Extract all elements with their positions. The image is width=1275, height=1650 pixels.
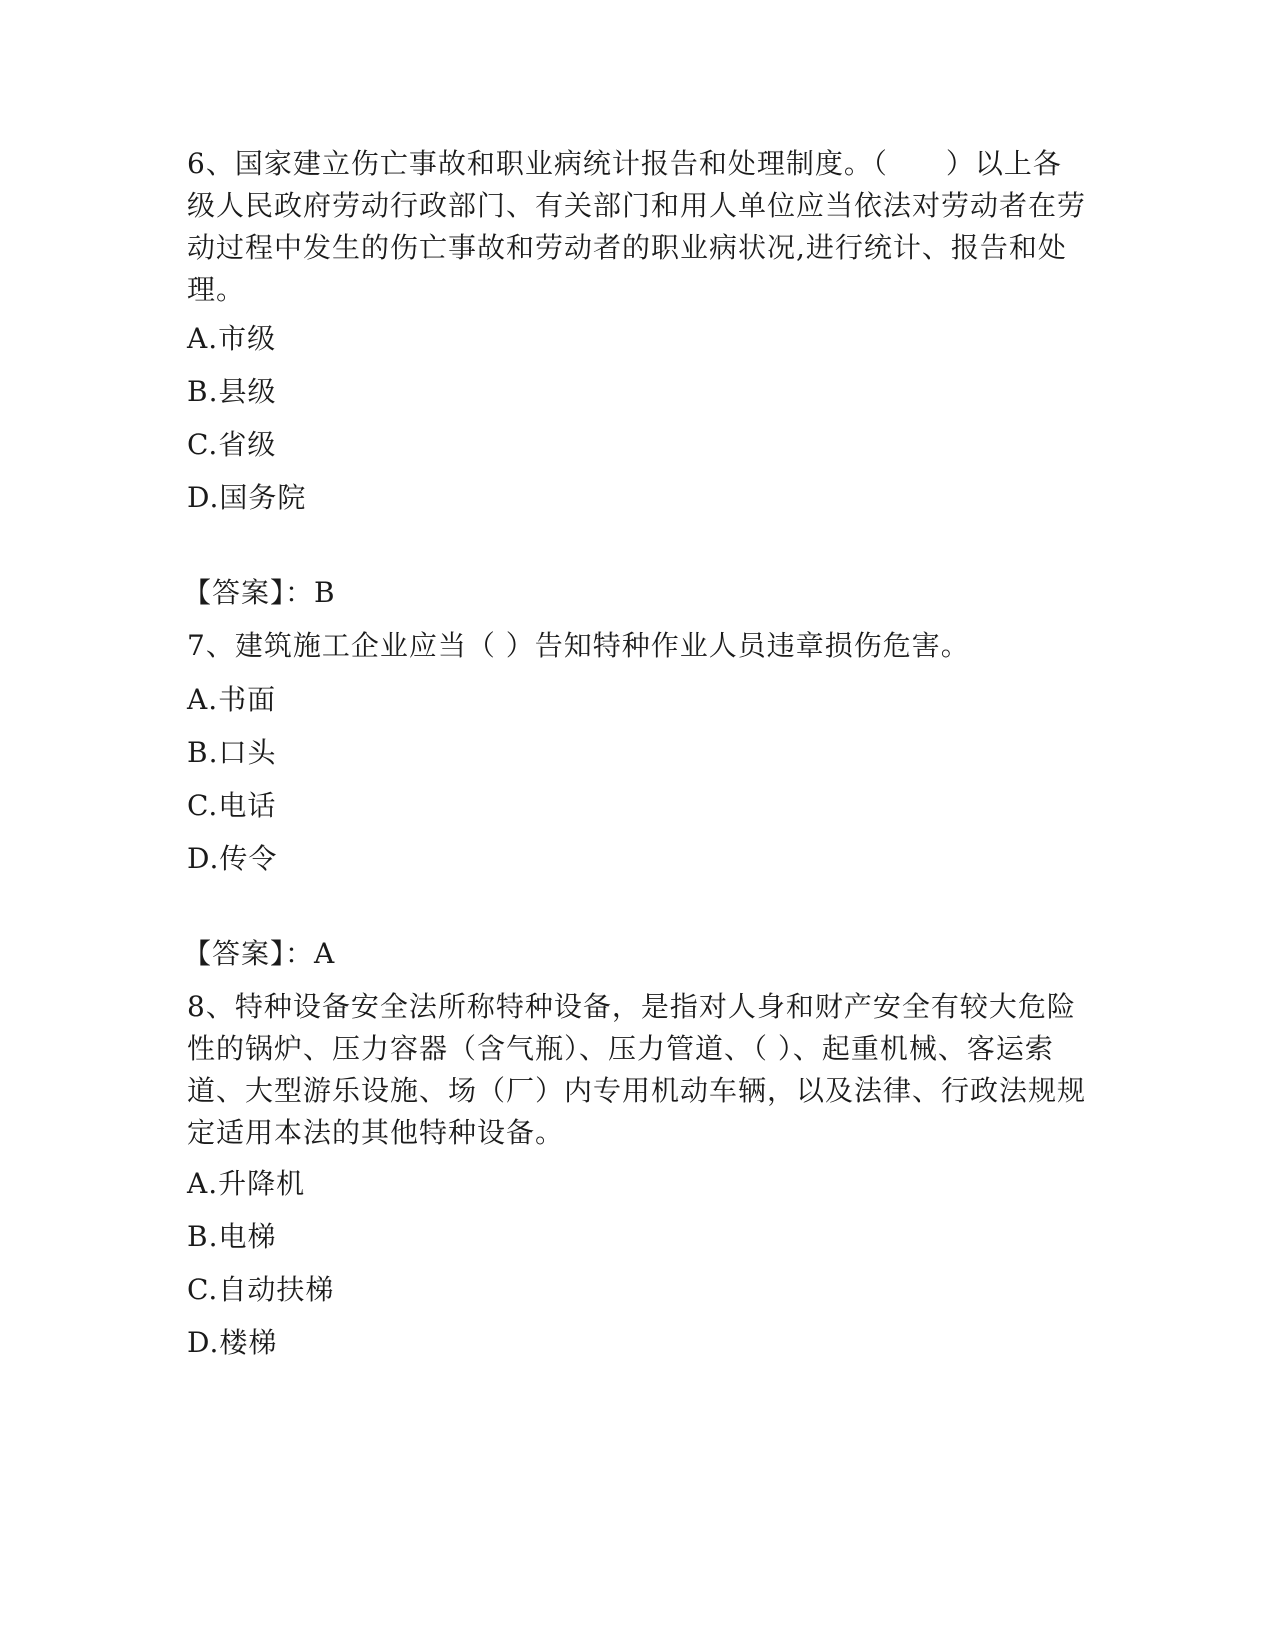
question-6	[187, 143, 1087, 311]
option-d: D.传令	[187, 842, 278, 875]
answer-label: 【答案】：A	[183, 937, 336, 970]
question-stem: 8、特种设备安全法所称特种设备，是指对人身和财产安全有较大危险性的锅炉、压力容器（含气瓶）、压力管道、（ ）、起重机械、客运索道、大型游乐设施、场（厂）内专用机动车辆，以及法律、行政法规规定适用本法的其他特种设备。	[187, 990, 1087, 1149]
option-d: D.楼梯	[187, 1326, 278, 1359]
option-d: D.国务院	[187, 481, 307, 514]
option-c: C.电话	[187, 789, 277, 822]
question-stem: 6、国家建立伤亡事故和职业病统计报告和处理制度。（ ）以上各级人民政府劳动行政部门、有关部门和用人单位应当依法对劳动者在劳动过程中发生的伤亡事故和劳动者的职业病状况,进行统计、报告和处理。	[187, 147, 1087, 306]
answer-label: 【答案】：B	[183, 576, 336, 609]
option-a: A.市级	[187, 322, 277, 355]
option-c: C.自动扶梯	[187, 1273, 335, 1306]
option-b: B.电梯	[187, 1220, 277, 1253]
option-c: C.省级	[187, 428, 277, 461]
option-a: A.升降机	[187, 1167, 306, 1200]
option-b: B.口头	[187, 736, 277, 769]
question-7	[187, 625, 1087, 667]
question-stem: 7、建筑施工企业应当（ ）告知特种作业人员违章损伤危害。	[187, 629, 970, 662]
option-b: B.县级	[187, 375, 277, 408]
question-8	[187, 986, 1087, 1154]
option-a: A.书面	[187, 683, 277, 716]
